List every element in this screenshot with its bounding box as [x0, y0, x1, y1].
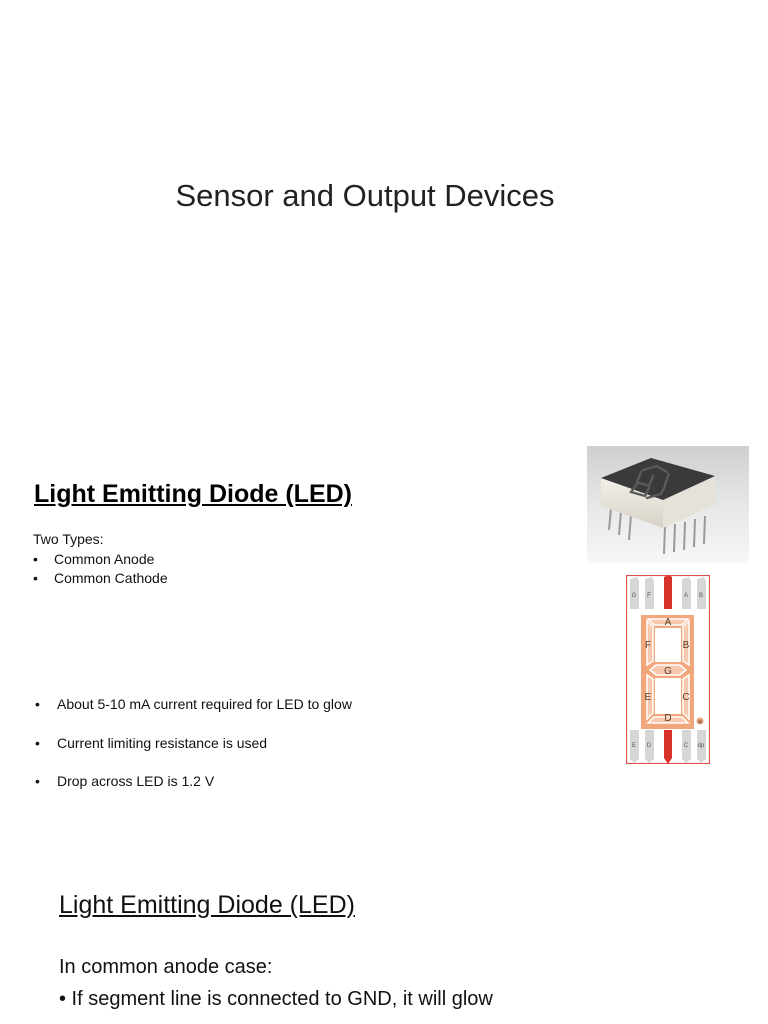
pin-top-label: B [698, 593, 704, 599]
fact-current: • About 5-10 mA current required for LED to glow [35, 695, 352, 715]
pin-bottom-label: C [683, 743, 689, 749]
pin-top-label: G [631, 593, 637, 599]
segment-label-g: G [664, 666, 672, 677]
type-item-common-anode: • Common Anode [33, 550, 168, 570]
segment-label-e: E [644, 692, 652, 703]
fact-voltage-drop: • Drop across LED is 1.2 V [35, 772, 352, 792]
segment-label-f: F [644, 640, 652, 651]
segment-label-a: A [664, 617, 672, 628]
seven-segment-pinout-diagram [626, 575, 710, 764]
segment-label-b: B [682, 640, 690, 651]
slide3-line-1: In common anode case: [59, 956, 273, 978]
dp-label: dp [697, 719, 703, 724]
slide3-line-2: • If segment line is connected to GND, it will glow [59, 988, 493, 1010]
fact-resistance: • Current limiting resistance is used [35, 734, 352, 754]
led-types-block [33, 530, 168, 589]
pin-top-label: A [683, 593, 689, 599]
led-heading: Light Emitting Diode (LED) [34, 480, 353, 508]
types-list [33, 550, 168, 589]
slide3-heading: Light Emitting Diode (LED) [59, 891, 355, 919]
segment-label-d: D [664, 713, 672, 724]
pin-top-label: F [647, 593, 651, 599]
type-item-common-cathode: • Common Cathode [33, 569, 168, 589]
slide-title: Sensor and Output Devices [175, 178, 555, 213]
pin-bottom-label: E [631, 743, 637, 749]
pin-bottom-label: dp [697, 743, 705, 749]
types-label: Two Types: [33, 531, 104, 547]
slide3-body [59, 951, 493, 1015]
segment-label-c: C [682, 692, 690, 703]
seven-segment-photo [587, 446, 749, 563]
pin-bottom-label: D [646, 743, 652, 749]
led-facts-list [35, 695, 352, 811]
